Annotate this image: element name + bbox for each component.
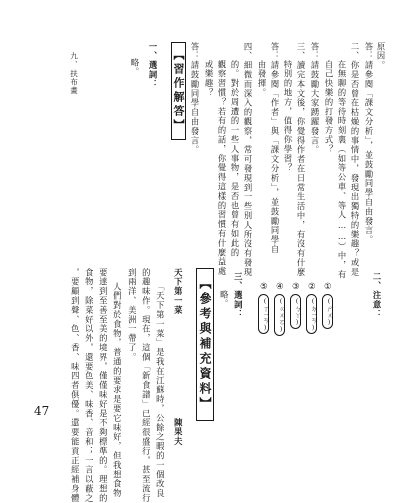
para-2-line-1: 人們對於食物，普通的要求是要它味好，但我想食物 xyxy=(112,282,123,499)
question-2-line-3: 自己快樂的打發方式？ xyxy=(324,60,334,154)
option-answer-1: (ㄕㄨ) xyxy=(322,294,333,329)
option-number-2: ② xyxy=(308,281,316,291)
para-1-line-2: 的趣味作。現在，這個「新食譜」已經很盛行，甚至流行 xyxy=(141,268,152,503)
notes-header-label: 二、注意： xyxy=(372,272,382,319)
question-3-line-1: 三、讀完本文後，你覺得作者在日常生活中，有沒有什麼 xyxy=(296,42,306,277)
para-2-line-2: 要達到至善至美的境界，僅僅味好是不夠標準的。理想的 xyxy=(98,268,109,503)
article-title: 天下第一菜 xyxy=(173,268,184,315)
question-4-line-4: 或樂趣？ xyxy=(204,60,214,98)
para-1-line-3: 到兩洋、美洲一帶了。 xyxy=(127,268,138,362)
exercise-item-1-label: 一、選詞： xyxy=(148,42,158,89)
para-2-line-4: ，要顧到聲、色、香、味四者俱優。還要能貢正經補身體 xyxy=(70,268,81,503)
question-4-line-2: 的。對於周遭的一些人事物，是否也曾有如此的 xyxy=(230,60,240,258)
q3-answer-line-1: 答：請參閱「作者」與「課文分析」，並鼓勵同學自 xyxy=(270,42,280,255)
reference-header: 【參考與補充資料】 xyxy=(196,268,214,421)
exercise-item-1-answer: 略。 xyxy=(130,58,140,77)
option-answer-3: (ㄅㄚ) xyxy=(290,294,301,329)
option-number-3: ③ xyxy=(292,281,300,291)
chapter-label: 九、扶布畫 xyxy=(69,52,79,95)
question-4-line-1: 四、細微而深入的觀察，常可發現到一些別人所沒有發現 xyxy=(243,42,253,277)
option-answer-5: (ㄒㄧㄢ) xyxy=(258,294,269,334)
q2-answer-b: 答：請鼓勵大家踴躍發言。 xyxy=(310,42,320,155)
exercise-answers-header: 【習作解答】 xyxy=(171,42,186,140)
option-number-4: ④ xyxy=(276,281,284,291)
option-number-1: ① xyxy=(324,281,332,291)
selection-label: 三、選詞： xyxy=(233,272,244,319)
option-answer-2: (ㄉㄧㄢ) xyxy=(306,294,317,334)
article-author: 陳果夫 xyxy=(173,418,184,447)
question-4-line-3: 觀察習慣？若有的話，你覺得這樣的習慣有什麼益處 xyxy=(217,60,227,277)
question-2-line-2: 在無聊的等待時刻裏（如等公車、等人……）中，有 xyxy=(337,60,347,280)
selection-answer: 略。 xyxy=(219,290,230,309)
para-2-line-3: 食物，除菜好以外，還要色美、味香、音和；一言以蔽之 xyxy=(84,268,95,503)
q2-answer-a: 答：請參閱「課文分析」，並鼓勵同學自由發言。 xyxy=(364,42,374,245)
question-3-line-2: 特別的地方，值得你學習？ xyxy=(283,60,293,173)
para-1-line-1: 「天下第一菜」是我在江蘇時，公餘之暇的一個改良 xyxy=(155,282,166,499)
option-answer-4: (ㄍㄨㄛ) xyxy=(274,294,285,336)
option-number-5: ⑤ xyxy=(260,281,268,291)
question-2-line-1: 二、你是否曾在枯燥的事情中，發現出獨特的樂趣？或是 xyxy=(350,42,360,277)
intro-line: 原因。 xyxy=(376,42,386,71)
page-number: 47 xyxy=(34,404,50,418)
q3-answer-line-2: 由發揮。 xyxy=(257,60,267,98)
q4-answer: 答：請鼓勵同學自由發言。 xyxy=(190,42,200,155)
